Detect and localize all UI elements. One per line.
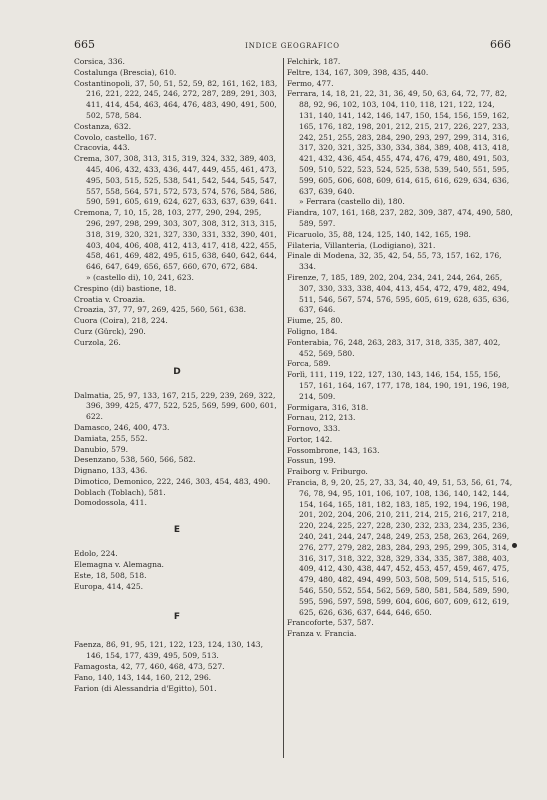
section-gap	[74, 622, 280, 640]
index-entry: Francoforte, 537, 587.	[287, 618, 374, 628]
section-letter-e: E	[173, 525, 181, 536]
index-entry: Curzola, 26.	[74, 337, 121, 347]
index-entry: Faenza, 86, 91, 95, 121, 122, 123, 124, 130, 143, 146, 154, 177, 439, 495, 509, 513.	[74, 640, 264, 661]
index-entry: Francia, 8, 9, 20, 25, 27, 33, 34, 40, 49, 51, 53, 56, 61, 74, 76, 78, 94, 95, 101, 106, 107, 108, 136, 140, 142, 144, 154, 164, 165, 181, 182, 183, 185, 192, 194, 196, 198, 201, 202, 204, 206, 210, 211, 214, 215, 216, 217, 218, 220, 224, 225, 227, 228, 230, 232, 233, 234, 235, 236, 240, 241, 244, 247, 248, 249, 253, 258, 263, 264, 269, 276, 277, 279, 282, 283, 284, 293, 295, 299, 305, 314, 316, 317, 318, 322, 328, 329, 334, 335, 387, 388, 403, 409, 412, 430, 438, 447, 452, 453, 457, 459, 467, 475, 479, 480, 482, 494, 499, 503, 508, 509, 514, 515, 516, 546, 550, 552, 554, 562, 569, 580, 581, 584, 589, 590, 595, 596, 597, 598, 599, 604, 606, 607, 609, 612, 619, 625, 626, 636, 637, 644, 646, 650.	[287, 478, 513, 617]
index-entry: Covolo, castello, 167.	[74, 132, 157, 142]
index-entry: Ficaruolo, 35, 88, 124, 125, 140, 142, 165, 198.	[287, 229, 471, 239]
index-entry: Domodossola, 411.	[74, 498, 147, 508]
index-entry: Finale di Modena, 32, 35, 42, 54, 55, 73, 157, 162, 176, 334.	[287, 251, 502, 272]
index-entry: Foligno, 184.	[287, 326, 338, 336]
index-entry: Fonterabia, 76, 248, 263, 283, 317, 318, 335, 387, 402, 452, 569, 580.	[287, 337, 501, 358]
index-entry: Crespino (di) bastione, 18.	[74, 283, 177, 293]
section-gap	[74, 349, 280, 367]
section-gap	[74, 535, 280, 549]
index-entry: Costantinopoli, 37, 50, 51, 52, 59, 82, 161, 162, 183, 216, 221, 222, 245, 246, 272, 287, 289, 291, 303, 411, 414, 454, 463, 464, 476, 483, 490, 491, 500, 502, 578, 584.	[74, 78, 278, 120]
index-entry: Doblach (Toblach), 581.	[74, 487, 166, 497]
index-entry: Cremona, 7, 10, 15, 28, 103, 277, 290, 294, 295, 296, 297, 298, 299, 303, 307, 308, 312, 313, 315, 318, 319, 320, 321, 327, 330, 331, 332, 390, 401, 403, 404, 406, 408, 412, 413, 417, 418, 422, 455, 458, 461, 469, 482, 495, 615, 638, 640, 642, 644, 646, 647, 649, 656, 657, 660, 670, 672, 684.	[74, 208, 277, 272]
index-entry: Danubio, 579.	[74, 444, 128, 454]
index-entry: Fornovo, 333.	[287, 424, 341, 434]
running-title: INDICE GEOGRAFICO	[245, 42, 340, 50]
index-entry: Cracovia, 443.	[74, 143, 130, 153]
index-entry: Fano, 140, 143, 144, 160, 212, 296.	[74, 672, 212, 682]
index-entry: Costalunga (Brescia), 610.	[74, 67, 177, 77]
index-entry: Firenze, 7, 185, 189, 202, 204, 234, 241, 244, 264, 265, 307, 330, 333, 338, 404, 413, 454, 472, 479, 482, 494, 511, 546, 567, 574, 576, 595, 605, 619, 628, 635, 636, 637, 646.	[287, 272, 510, 315]
column-divider	[283, 58, 284, 758]
index-entry: Forlì, 111, 119, 122, 127, 130, 143, 146, 154, 155, 156, 157, 161, 164, 167, 177, 178, 184, 190, 191, 196, 198, 214, 509.	[287, 370, 510, 401]
index-entry: Famagosta, 42, 77, 460, 468, 473, 527.	[74, 662, 225, 672]
index-entry: Edolo, 224.	[74, 549, 118, 559]
index-entry: Fraiborg v. Friburgo.	[287, 467, 368, 477]
margin-dot-mark	[512, 543, 517, 548]
index-entry: Farion (di Alessandria d'Egitto), 501.	[74, 683, 217, 693]
index-entry: Crema, 307, 308, 313, 315, 319, 324, 332, 389, 403, 445, 406, 432, 433, 436, 447, 449, 455, 461, 473, 495, 503, 515, 525, 538, 541, 542, 544, 545, 547, 557, 558, 564, 571, 572, 573, 574, 576, 584, 586, 590, 591, 605, 619, 624, 627, 633, 637, 639, 641.	[74, 154, 277, 207]
index-entry: Fornau, 212, 213.	[287, 413, 356, 423]
index-entry: Fossombrone, 143, 163.	[287, 445, 380, 455]
index-entry: Filateria, Villanteria, (Lodigiano), 321.	[287, 240, 436, 250]
index-entry: Forca, 589.	[287, 359, 331, 369]
index-entry: Feltre, 134, 167, 309, 398, 435, 440.	[287, 67, 429, 77]
index-entry: Damiata, 255, 552.	[74, 433, 148, 443]
index-entry: Elemagna v. Alemagna.	[74, 560, 164, 570]
index-entry: Desenzano, 538, 560, 566, 582.	[74, 455, 196, 465]
page-number-right: 666	[489, 38, 511, 51]
index-entry: Fortor, 142.	[287, 434, 333, 444]
section-letter-d: D	[173, 366, 181, 377]
index-entry: Dimotico, Demonico, 222, 246, 303, 454, 483, 490.	[74, 476, 271, 486]
index-entry: Curz (Gürck), 290.	[74, 326, 146, 336]
index-entry: Formigara, 316, 318.	[287, 402, 369, 412]
section-letter-f: F	[173, 612, 181, 623]
index-entry: Fiandra, 107, 161, 168, 237, 282, 309, 387, 474, 490, 580, 589, 597.	[287, 208, 513, 228]
index-entry: Europa, 414, 425.	[74, 581, 144, 591]
index-entry: Fiume, 25, 80.	[287, 316, 343, 326]
index-entry: Dignano, 133, 436.	[74, 466, 148, 476]
index-entry: Felchirk, 187.	[287, 57, 341, 66]
page-header	[74, 38, 511, 52]
right-column	[287, 57, 513, 640]
index-entry: Este, 18, 508, 518.	[74, 570, 147, 580]
index-entry: Costanza, 632.	[74, 121, 132, 131]
index-entry: Fossun, 199.	[287, 456, 336, 466]
section-gap	[74, 377, 280, 391]
index-entry: Cuora (Coira), 218, 224.	[74, 316, 168, 326]
section-gap	[74, 592, 280, 612]
index-entry: Croatia v. Croazia.	[74, 294, 146, 304]
index-entry: Ferrara, 14, 18, 21, 22, 31, 36, 49, 50, 63, 64, 72, 77, 82, 88, 92, 96, 102, 103, 104, 110, 118, 121, 122, 124, 131, 140, 141, 142, 146, 147, 150, 154, 156, 159, 162, 165, 176, 182, 198, 201, 212, 215, 217, 226, 227, 233, 242, 251, 255, 283, 284, 290, 293, 297, 299, 314, 316, 317, 320, 321, 325, 330, 334, 384, 389, 408, 413, 418, 421, 432, 436, 454, 455, 474, 476, 479, 480, 491, 503, 509, 510, 522, 523, 524, 525, 538, 539, 540, 551, 595, 599, 605, 606, 608, 609, 614, 615, 616, 629, 634, 636, 637, 639, 640.	[287, 89, 510, 196]
section-gap	[74, 509, 280, 525]
index-subentry: » (castello di), 10, 241, 623.	[86, 272, 194, 282]
index-entry: Corsica, 336.	[74, 57, 125, 66]
index-entry: Croazia, 37, 77, 97, 269, 425, 560, 561, 638.	[74, 305, 246, 315]
index-subentry: » Ferrara (castello di), 180.	[299, 197, 405, 207]
left-column	[74, 57, 280, 694]
index-entry: Franza v. Francia.	[287, 629, 357, 639]
index-entry: Damasco, 246, 400, 473.	[74, 422, 170, 432]
page-number-left: 665	[74, 38, 95, 51]
index-entry: Fermo, 477.	[287, 78, 334, 88]
index-entry: Dalmatia, 25, 97, 133, 167, 215, 229, 239, 269, 322, 396, 399, 425, 477, 522, 525, 569, 599, 600, 601, 622.	[74, 390, 277, 422]
